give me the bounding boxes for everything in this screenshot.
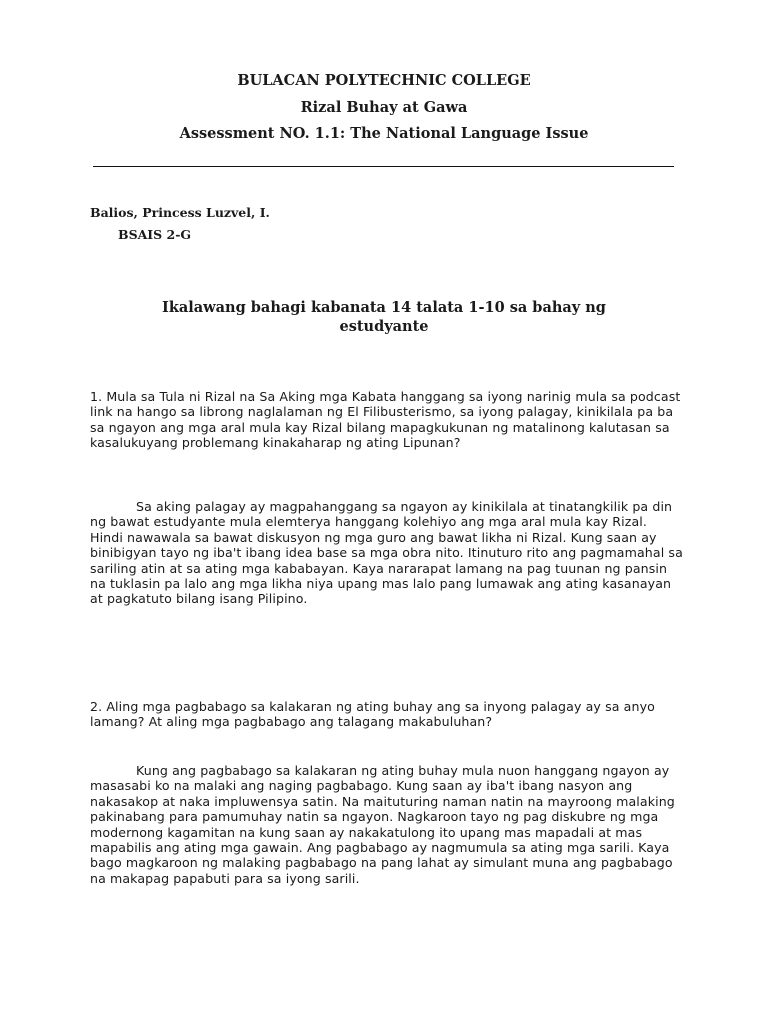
header-divider: [93, 166, 674, 167]
question-1: 1. Mula sa Tula ni Rizal na Sa Aking mga Kabata hanggang sa iyong narinig mula sa podcast link na hango sa librong naglalaman ng El Filibusterismo, sa iyong palagay, kinikilala pa ba sa ngayon ang mga aral mula kay Rizal bilang mapagkukunan ng matalinong kalutasan sa kasalukuyang problemang kinakaharap ng ating Lipunan?: [90, 389, 681, 451]
assessment-title: Assessment NO. 1.1: The National Language Issue: [179, 125, 589, 142]
answer-1: Sa aking palagay ay magpahanggang sa ngayon ay kinikilala at tinatangkilik pa din ng bawat estudyante mula elemterya hanggang kolehiyo ang mga aral mula kay Rizal. Hindi nawawala sa bawat diskusyon ng mga guro ang bawat likha ni Rizal. Kung saan ay binibigyan tayo ng iba't ibang idea base sa mga obra nito. Itinuturo rito ang pagmamahal sa sariling atin at sa ating mga kababayan. Kaya nararapat lamang na pag tuunan ng pansin na tuklasin pa lalo ang mga likha niya upang mas lalo pang lumawak ang ating kasanayan at pagkatuto bilang isang Pilipino.: [90, 499, 683, 607]
answer-2: Kung ang pagbabago sa kalakaran ng ating buhay mula nuon hanggang ngayon ay masasabi ko na malaki ang naging pagbabago. Kung saan ay iba't ibang nasyon ang nakasakop at naka impluwensya satin. Na maituturing naman natin na mayroong malaking pakinabang para pamumuhay natin sa ngayon. Nagkaroon tayo ng pag diskubre ng mga modernong kagamitan na kung saan ay nakakatulong ito upang mas mapadali at mas mapabilis ang ating mga gawain. Ang pagbabago ay nagmumula sa ating mga sarili. Kaya bago magkaroon ng malaking pagbabago na pang lahat ay simulant muna ang pagbabago na makapag papabuti para sa iyong sarili.: [90, 763, 675, 886]
college-name: BULACAN POLYTECHNIC COLLEGE: [237, 72, 531, 89]
student-name: Balios, Princess Luzvel, I.: [90, 205, 270, 220]
question-2: 2. Aling mga pagbabago sa kalakaran ng ating buhay ang sa inyong palagay ay sa anyo lamang? At aling mga pagbabago ang talagang makabuluhan?: [90, 699, 655, 730]
course-title: Rizal Buhay at Gawa: [300, 99, 468, 116]
student-section: BSAIS 2-G: [118, 227, 192, 242]
document-subtitle: Ikalawang bahagi kabanata 14 talata 1-10 sa bahay ng estudyante: [162, 299, 606, 335]
